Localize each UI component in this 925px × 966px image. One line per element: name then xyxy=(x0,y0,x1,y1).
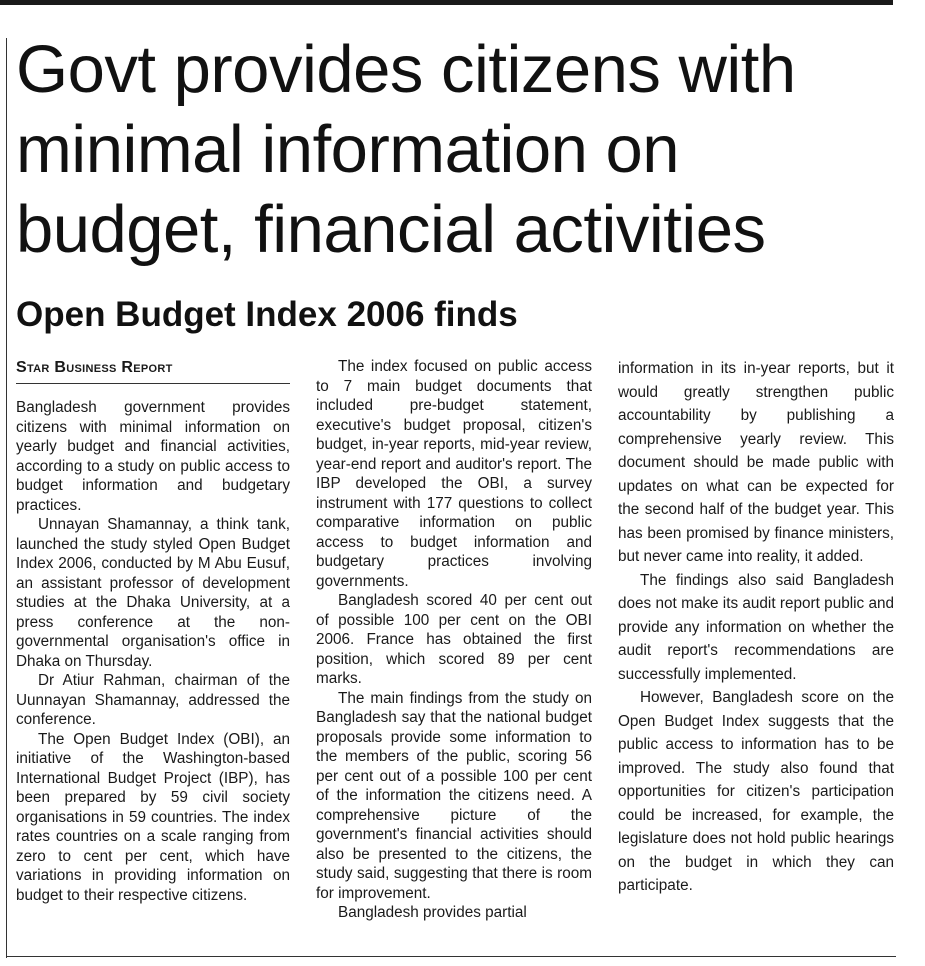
paragraph: The findings also said Bangladesh does not make its audit report public and provide any information on whether the audit report's recommendations are successfully implemented. xyxy=(618,571,894,683)
paragraph: However, Bangladesh score on the Open Budget Index suggests that the public access to information has to be improved. The study also found that opportunities for citizen's participation could be increased, for example, the legislature does not hold public hearings on the budget in which they can participate. xyxy=(618,689,894,894)
paragraph: Unnayan Shamannay, a think tank, launched the study styled Open Budget Index 2006, conducted by M Abu Eusuf, an assistant professor of development studies at the Dhaka University, at a press conference at the non-governmental organisation's office in Dhaka on Thursday. xyxy=(16,516,290,670)
subheadline: Open Budget Index 2006 finds xyxy=(16,295,518,334)
headline: Govt provides citizens with minimal information on budget, financial activities xyxy=(16,32,796,267)
paragraph: Bangladesh government provides citizens with minimal information on yearly budget and financial activities, according to a study on public access to budget information and budgetary practices. xyxy=(16,399,290,514)
top-rule xyxy=(0,0,893,5)
paragraph: The index focused on public access to 7 main budget documents that included pre-budget statement, executive's budget proposal, citizen's budget, in-year reports, mid-year review, year-end report and auditor's report. The IBP developed the OBI, a survey instrument with 177 questions to collect comparative information on public access to budget information and budgetary practices involving governments. xyxy=(316,358,592,590)
article-column-1 xyxy=(16,357,290,905)
article-column-2 xyxy=(316,357,592,923)
byline: Star Business Report xyxy=(16,359,173,376)
byline-rule xyxy=(16,383,290,384)
paragraph: Bangladesh scored 40 per cent out of possible 100 per cent on the OBI 2006. France has obtained the first position, which scored 89 per cent marks. xyxy=(316,592,592,687)
paragraph: The Open Budget Index (OBI), an initiative of the Washington-based International Budget Project (IBP), has been prepared by 59 civil society organisations in 59 countries. The index rates countries on a scale ranging from zero to cent per cent, which have variations in providing information on budget to their respective citizens. xyxy=(16,730,290,904)
bottom-rule xyxy=(6,956,896,957)
left-border-rule xyxy=(6,38,7,958)
paragraph: Dr Atiur Rahman, chairman of the Uunnayan Shamannay, addressed the conference. xyxy=(16,672,290,728)
paragraph: The main findings from the study on Bangladesh say that the national budget proposals provide some information to the members of the public, scoring 56 per cent out of a possible 100 per cent of the information the citizens need. A comprehensive picture of the government's financial activities should also be presented to the citizens, the study said, suggesting that there is room for improvement. xyxy=(316,689,592,902)
paragraph: Bangladesh provides partial xyxy=(338,904,527,921)
paragraph: information in its in-year reports, but it would greatly strengthen public accountability by publishing a comprehensive yearly review. This document should be made public with updates on what can be expected for the second half of the budget year. This has been promised by finance ministers, but never came into reality, it added. xyxy=(618,360,894,565)
article-column-3 xyxy=(618,357,894,898)
